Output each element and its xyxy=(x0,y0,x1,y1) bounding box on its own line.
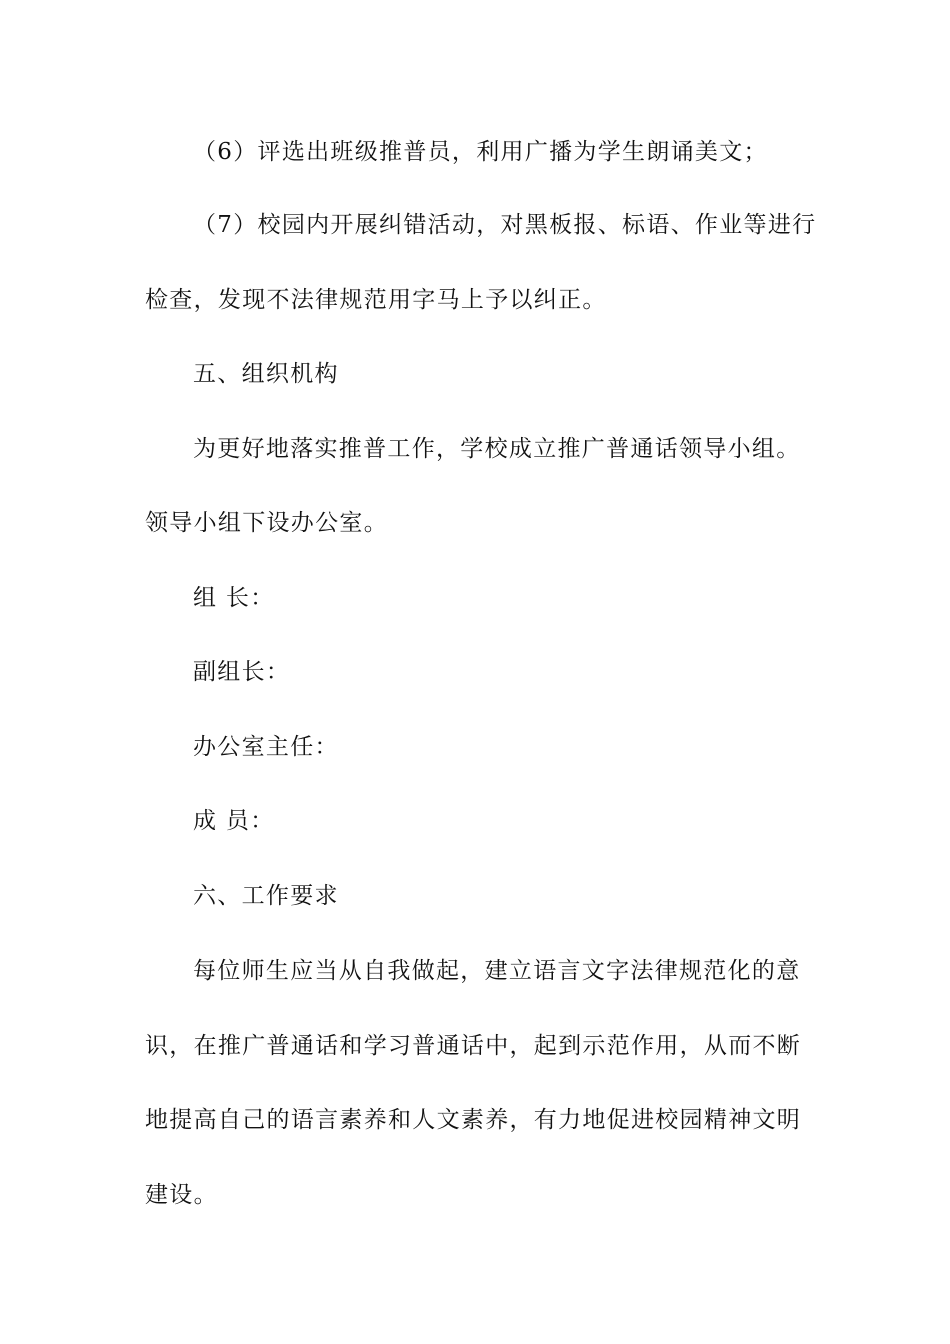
role-office-director: 办公室主任： xyxy=(193,734,339,760)
section-heading-requirements: 六、工作要求 xyxy=(193,883,339,909)
paragraph-organization-continuation: 领导小组下设办公室。 xyxy=(145,510,388,536)
list-item-6: （6）评选出班级推普员，利用广播为学生朗诵美文； xyxy=(193,139,768,165)
role-leader: 组 长： xyxy=(193,585,275,611)
paragraph-requirements-line-1: 每位师生应当从自我做起，建立语言文字法律规范化的意 xyxy=(193,958,801,984)
paragraph-requirements-line-2: 识，在推广普通话和学习普通话中，起到示范作用，从而不断 xyxy=(145,1033,802,1059)
section-heading-organization: 五、组织机构 xyxy=(193,361,339,387)
list-item-7: （7）校园内开展纠错活动，对黑板报、标语、作业等进行 xyxy=(193,212,817,238)
role-members: 成 员： xyxy=(193,808,275,834)
role-deputy-leader: 副组长： xyxy=(193,659,291,685)
paragraph-requirements-line-4: 建设。 xyxy=(145,1182,218,1208)
paragraph-organization: 为更好地落实推普工作，学校成立推广普通话领导小组。 xyxy=(193,436,801,462)
list-item-7-continuation: 检查，发现不法律规范用字马上予以纠正。 xyxy=(145,287,607,313)
paragraph-requirements-line-3: 地提高自己的语言素养和人文素养，有力地促进校园精神文明 xyxy=(145,1107,802,1133)
